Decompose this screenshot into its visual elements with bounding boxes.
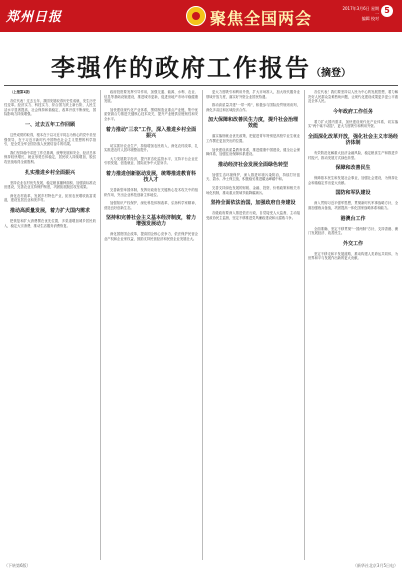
body-paragraph: 我们坚持稳中求进工作总基调，统筹发展和安全，经济总体保持较快增长，就业形势总体稳定，居民收入持续增加，脱贫攻坚战取得全面胜利。 [4, 150, 96, 164]
column-divider [304, 90, 305, 560]
body-paragraph: 推动高质量共建"一带一路"，积极参与国际经贸规则谈判，深化多双边和区域经济合作。 [206, 103, 300, 112]
masthead-banner [0, 0, 402, 32]
body-paragraph: 落实落细就业优先政策，把促进青年特别是高校毕业生就业工作摆在更加突出的位置。 [206, 134, 300, 143]
body-paragraph: 坚定不移走和平发展道路，推动构建人类命运共同体，为世界和平与发展作出新的更大贡献。 [308, 251, 398, 261]
body-paragraph: 切实抓好农业生产，持续增加农民收入，深化农村改革，扎实推进农村人居环境整治提升。 [104, 143, 198, 153]
body-paragraph: 加强知识产权保护，深化科技体制改革，弘扬科学家精神，营造良好创新生态。 [104, 201, 198, 210]
body-paragraph: 更大力度吸引和利用外资，扩大市场准入，加大现代服务业领域开放力度，落实好外资企业国民待遇。 [206, 90, 300, 99]
body-paragraph: 各位代表！我们要坚持以人民为中心的发展思想，着力解决好人民群众急难愁盼问题，让现代化建设成果更多更公平惠及全体人民。 [308, 90, 398, 104]
body-paragraph: 加强生态环境保护，深入推进环境污染防治，持续打好蓝天、碧水、净土保卫战，积极稳妥推进碳达峰碳中和。 [206, 172, 300, 182]
section-heading: 着力推进创新驱动发展，统筹推进教育科技人才 [105, 170, 196, 183]
page-number-badge: 5 [381, 5, 393, 17]
body-paragraph: 坚持农业农村优先发展，稳定粮食播种面积，加强高标准农田建设，完善农业支持保护制度，巩固拓展脱贫攻坚成果。 [4, 180, 96, 190]
national-emblem-icon [186, 6, 206, 26]
body-paragraph: 深入贯彻习近平强军思想，贯彻新时代军事战略方针，全面加强练兵备战，巩固提高一体化国家战略体系和能力。 [308, 201, 398, 210]
body-paragraph: 这些成绩的取得，根本在于以习近平同志为核心的党中央坚强领导，在于习近平新时代中国特色社会主义思想的科学指引，是全党全军全国各族人民团结奋斗的结果。 [4, 132, 96, 147]
section-heading: 坚持和完善社会主义基本经济制度，着力增强发展动力 [105, 215, 196, 228]
body-paragraph: 各级政府要深入推进依法行政，自觉接受人大监督，主动接受政协民主监督，坚定不移推进党风廉政建设和反腐败斗争。 [206, 211, 300, 220]
body-paragraph: 有效防范化解重大经济金融风险，稳定粮食生产和推进乡村振兴，推动发展方式绿色转型。 [308, 150, 398, 160]
body-paragraph: 把恢复和扩大消费摆在优先位置，多渠道增加城乡居民收入，稳定大宗消费，推动生活服务消费恢复。 [4, 218, 96, 228]
section-heading: 坚持全面依法治国，加强政府自身建设 [210, 200, 296, 207]
section-heading: 着力推动"三农"工作，深入推进乡村全面振兴 [105, 126, 197, 139]
source-credit: （新华社北京3月5日电） [352, 563, 398, 568]
section-heading: 扎实推进乡村全面振兴 [24, 169, 75, 176]
body-paragraph: （上接第1版） [10, 90, 33, 94]
section-heading: 国防和军队建设 [335, 190, 371, 197]
body-paragraph: 着力扩大国内需求，加快建设现代化产业体系，切实落实"两个毫不动摇"，更大力度吸引和利用外资。 [308, 119, 398, 129]
body-paragraph: 各位代表！过去五年，我国发展取得历史性成就、发生历史性变革。经济实力、科技实力、综合国力跃上新台阶，人民生活水平显著提高，社会保持和谐稳定，改革开放不断深化，国际影响力持续增强。 [4, 98, 96, 117]
article-headline [0, 48, 402, 83]
body-paragraph: 加快建设高质量教育体系，推进健康中国建设，健全社会保障体系，加强住房保障体系建设。 [206, 147, 300, 157]
section-heading: 港澳台工作 [340, 215, 366, 222]
section-title: 聚焦全国两会 [210, 9, 313, 28]
body-paragraph: 完善新型举国体制，发挥好政府在关键核心技术攻关中的组织作用，突出企业科技创新主体地位。 [104, 187, 198, 197]
section-heading: 一、过去五年工作回顾 [24, 121, 75, 128]
issue-meta [339, 6, 379, 21]
section-heading: 推动高质量发展，着力扩大国内需求 [9, 207, 90, 214]
body-paragraph: 深化国资国企改革，提高国企核心竞争力，依法保护民营企业产权和企业家权益，鼓励支持民营经济和民营企业发展壮大。 [104, 232, 198, 241]
body-paragraph: 政府投资要发挥引导作用，加强交通、能源、水利、农业、信息等基础设施建设，推进城市更新，促进房地产市场平稳健康发展。 [104, 90, 198, 104]
article-column-3 [206, 90, 300, 560]
article-column-2 [104, 90, 198, 560]
article-column-1 [4, 90, 96, 560]
section-heading: 全面深化改革开放，强化社会主义市场经济体制 [308, 133, 398, 146]
section-heading: 今年政府工作任务 [332, 108, 373, 115]
body-paragraph: 保障基本民生和发展社会事业，加强社会建设，为保持社会和谐稳定作出更大贡献。 [308, 176, 398, 185]
article-column-4 [308, 90, 398, 560]
column-divider [100, 90, 101, 560]
column-divider [202, 90, 203, 560]
body-paragraph: 加快建设现代化产业体系，围绕制造业重点产业链，集中优质资源合力推进关键核心技术攻关，提升产业链供应链韧性和安全水平。 [104, 107, 198, 121]
issue-date: 2017年3月6日 星期一 [342, 6, 379, 16]
body-paragraph: 完善支持绿色发展的财税、金融、投资、价格政策和相关市场化机制，推动重点领域节能降碳减污。 [206, 185, 300, 195]
headline-divider [4, 85, 398, 86]
headline-subtitle: （摘登） [311, 68, 351, 79]
section-heading: 保障和改善民生 [335, 165, 371, 172]
headline-title: 李强作的政府工作报告 [51, 53, 311, 82]
section-heading: 加大保障和改善民生力度，提升社会治理效能 [207, 117, 298, 130]
body-paragraph: 大力发展数字经济，提升常态化监管水平，支持平台企业在引领发展、创造就业、国际竞争中大显身手。 [104, 156, 198, 166]
section-heading: 推动经济社会发展全面绿色转型 [217, 161, 288, 168]
section-heading: 外交工作 [342, 240, 363, 247]
body-paragraph: 深化农村改革，发展乡村特色产业，拓宽农民增收致富渠道，建设宜居宜业和美乡村。 [4, 193, 96, 203]
continued-note: （下转第6版） [4, 563, 31, 568]
body-paragraph: 全面准确、坚定不移贯彻"一国两制"方针，支持香港、澳门发展经济、改善民生。 [308, 226, 398, 236]
issue-editors: 编辑 校对 [361, 16, 379, 21]
newspaper-logo: 郑州日报 [6, 10, 63, 25]
